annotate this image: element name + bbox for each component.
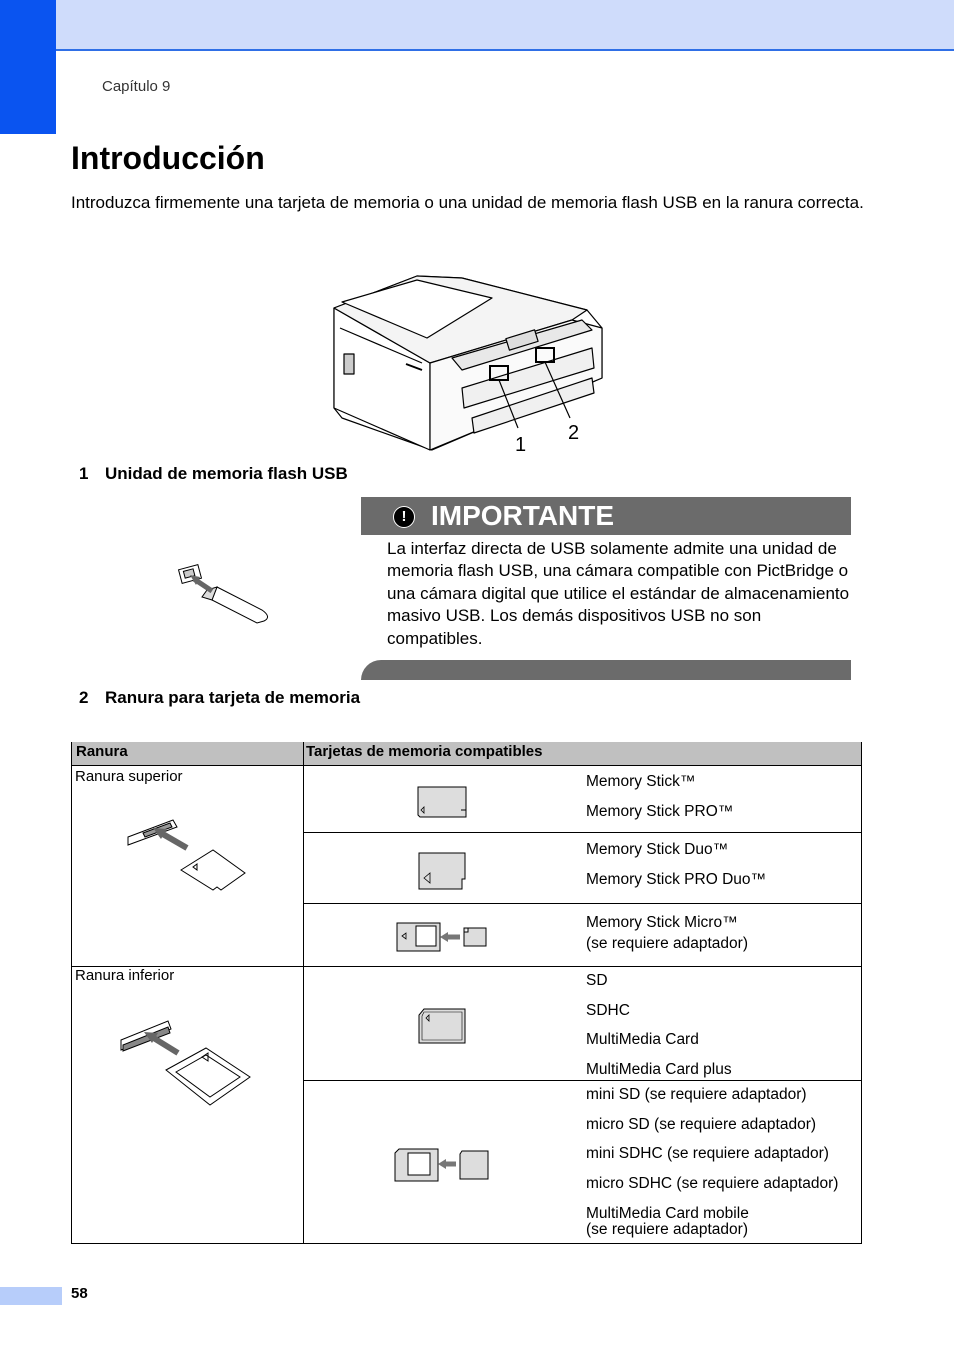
callout-1: 1 [515, 434, 527, 456]
important-header [361, 497, 851, 535]
slot-upper-label: Ranura superior [75, 768, 183, 785]
card-name: Memory Stick PRO Duo™ [586, 871, 767, 888]
card-name: Memory Stick Micro™ [586, 914, 738, 931]
item-number: 1 [79, 464, 89, 483]
item-card-slot [79, 688, 360, 708]
card-group [586, 840, 766, 890]
printer-illustration [322, 268, 607, 458]
card-name: MultiMedia Card plus [586, 1061, 732, 1079]
important-text: La interfaz directa de USB solamente admite una unidad de memoria flash USB, una cámara compatible con PictBridge o una cámara digital que utilice el estándar de almacenamiento masivo USB. Los demás dispositivos USB no son compatibles. [387, 539, 850, 648]
card-note: (se requiere adaptador) [586, 935, 748, 952]
card-group [586, 1080, 838, 1239]
card-name: micro SD (se requiere adaptador) [586, 1115, 817, 1133]
important-title: IMPORTANTE [431, 500, 615, 531]
slot-lower-label: Ranura inferior [75, 967, 175, 984]
card-name: micro SDHC (se requiere adaptador) [586, 1175, 839, 1193]
card-name: MultiMedia Card [586, 1031, 699, 1049]
card-name: Memory Stick Duo™ [586, 841, 729, 858]
item-usb [79, 464, 348, 484]
page-tab [0, 1287, 62, 1305]
important-footer [361, 660, 851, 680]
page-number: 58 [71, 1285, 88, 1302]
table-header-slot: Ranura [72, 742, 304, 766]
card-note: (se requiere adaptador) [586, 1220, 748, 1238]
memory-stick-micro-adapter-icon [396, 920, 488, 954]
card-name: MultiMedia Card mobile [586, 1204, 749, 1222]
memory-stick-duo-icon [418, 852, 466, 890]
table-divider [303, 742, 304, 1243]
row-divider [303, 903, 861, 904]
card-group [586, 772, 733, 822]
lower-slot-illustration [118, 1015, 258, 1110]
page-title: Introducción [71, 140, 265, 176]
row-divider [71, 966, 861, 967]
usb-flash-illustration [172, 555, 277, 630]
card-name: Memory Stick PRO™ [586, 803, 734, 820]
card-name: mini SDHC (se requiere adaptador) [586, 1145, 829, 1163]
card-name: SDHC [586, 1001, 630, 1019]
sd-card-icon [418, 1008, 466, 1044]
card-name: Memory Stick™ [586, 773, 696, 790]
item-number: 2 [79, 688, 89, 707]
item-label: Ranura para tarjeta de memoria [105, 688, 361, 707]
item-label: Unidad de memoria flash USB [105, 464, 348, 483]
card-name: mini SD (se requiere adaptador) [586, 1086, 807, 1103]
callout-2: 2 [568, 422, 580, 444]
chapter-tab [0, 0, 56, 134]
upper-slot-illustration [125, 815, 250, 895]
header-bar [0, 0, 954, 51]
card-group [586, 966, 732, 1085]
table-header-cards: Tarjetas de memoria compatibles [303, 742, 861, 766]
memory-stick-icon [417, 786, 467, 818]
card-group [586, 912, 748, 954]
chapter-label: Capítulo 9 [102, 78, 171, 95]
card-name: SD [586, 972, 608, 989]
intro-paragraph: Introduzca firmemente una tarjeta de memoria o una unidad de memoria flash USB en la ranura correcta. [71, 193, 864, 212]
mini-micro-sd-adapter-icon [394, 1148, 490, 1182]
row-divider [303, 832, 861, 833]
exclamation-icon: ! [393, 506, 415, 528]
